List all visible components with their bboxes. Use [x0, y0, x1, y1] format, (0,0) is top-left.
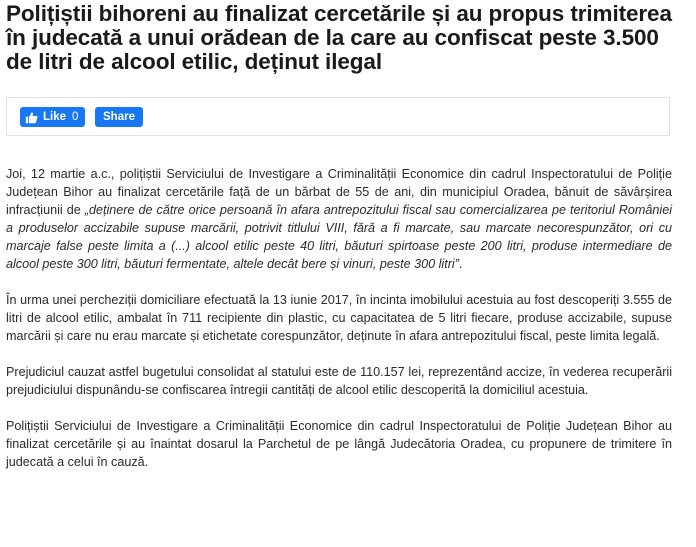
thumbs-up-icon [25, 111, 38, 124]
like-label: Like [43, 111, 67, 123]
article-body [6, 165, 672, 471]
paragraph-outro: . [458, 257, 463, 271]
paragraph-intro: Joi, 12 martie a.c., polițiștii Serviciului de Investigare a Criminalității Economice din cadrul Inspectoratului de Poliție Județean Bihor au finalizat cercetările față de un bărbat de 55 de ani, din municipiul Oradea, bănuit de săvârșirea infracțiunii de [6, 167, 672, 217]
legal-quote: „deținere de către orice persoană în afara antrepozitului fiscal sau comercializarea pe teritoriul României a produselor accizabile supuse marcării, potrivit titlului VIII, fără a fi marcate, sau marcate necorespunzător, ori cu marcaje false peste limita a (...) alcool etilic peste 40 litri, băuturi spirtoase peste 200 litri, produse intermediare de alcool peste 300 litri, băuturi fermentate, altele decât bere și vinuri, peste 300 litri” [6, 203, 673, 271]
like-count: 0 [72, 111, 79, 123]
article-paragraph [6, 165, 672, 273]
social-share-bar [6, 97, 670, 136]
article [6, 0, 672, 489]
article-paragraph: În urma unei percheziții domiciliare efectuată la 13 iunie 2017, în incinta imobilului acestuia au fost descoperiți 3.555 de litri de alcool etilic, ambalat în 711 recipiente din plastic, cu capacitatea de 5 litri fiecare, produse accizabile, supuse marcării și care nu erau marcate și etichetate corespunzător, deținute în afara antrepozitului fiscal, peste limita legală. [6, 293, 672, 343]
article-paragraph: Polițiștii Serviciului de Investigare a Criminalității Economice din cadrul Inspectoratului de Poliție Județean Bihor au finalizat cercetările și au înaintat dosarul la Parchetul de pe lângă Judecătoria Oradea, cu propunere de trimitere în judecată a celui în cauză. [6, 419, 672, 469]
facebook-like-button[interactable] [20, 107, 85, 127]
facebook-share-button[interactable] [95, 107, 143, 127]
article-headline: Polițiștii bihoreni au finalizat cercetările și au propus trimiterea în judecată a unui orădean de la care au confiscat peste 3.500 de litri de alcool etilic, deținut ilegal [6, 1, 672, 74]
article-paragraph: Prejudiciul cauzat astfel bugetului consolidat al statului este de 110.157 lei, reprezentând accize, în vederea recuperării prejudiciului dispunându-se confiscarea întregii cantități de alcool etilic descoperită la domiciliul acestuia. [6, 365, 672, 397]
share-label: Share [103, 111, 135, 123]
